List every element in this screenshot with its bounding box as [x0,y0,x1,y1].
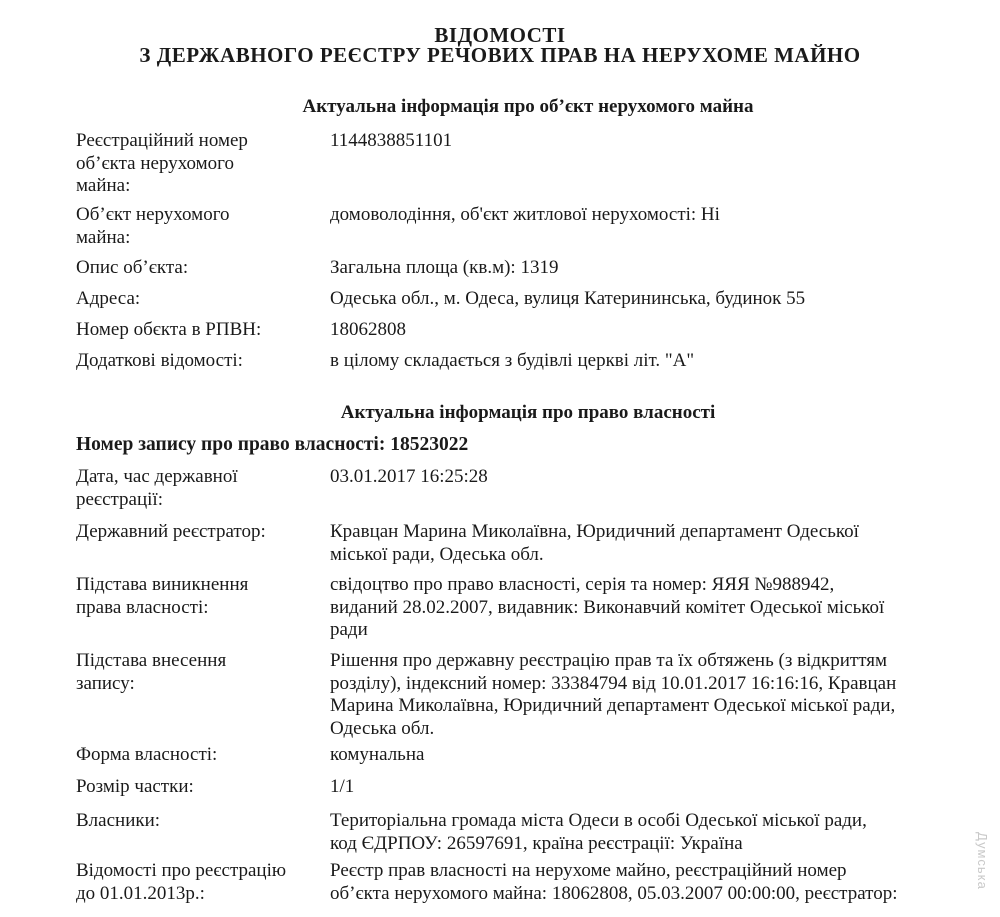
field-label: Адреса: [76,288,141,309]
field-label: Об’єкт нерухомого майна: [76,204,230,248]
document-subtitle: З ДЕРЖАВНОГО РЕЄСТРУ РЕЧОВИХ ПРАВ НА НЕРУХОМЕ МАЙНО [139,43,861,67]
watermark-logo: Думська [975,832,990,890]
field-value: Реєстр прав власності на нерухоме майно, реєстраційний номер об’єкта нерухомого майна: 18062808, 05.03.2007 00:00:00, реєстратор: [330,860,898,904]
field-value: 03.01.2017 16:25:28 [330,466,488,487]
field-label: Форма власності: [76,744,218,765]
ownership-section-heading: Актуальна інформація про право власності [340,402,716,423]
field-value: свідоцтво про право власності, серія та номер: ЯЯЯ №988942, виданий 28.02.2007, видавник: Виконавчий комітет Одеської міської ради [330,574,885,640]
field-label: Додаткові відомості: [76,350,243,371]
field-label: Опис об’єкта: [76,257,189,278]
field-label: Підстава внесення запису: [76,650,227,694]
field-value: 18062808 [330,319,406,340]
field-value: 1144838851101 [330,130,453,151]
field-value: 1/1 [330,776,355,797]
field-value: Територіальна громада міста Одеси в особі Одеської міської ради, код ЄДРПОУ: 26597691, країна реєстрації: Україна [330,810,867,854]
field-label: Відомості про реєстрацію до 01.01.2013р.: [76,860,287,904]
field-value: Одеська обл., м. Одеса, вулиця Катерининська, будинок 55 [330,288,806,309]
field-value: в цілому складається з будівлі церкві літ. "А" [330,350,695,371]
field-label: Дата, час державної реєстрації: [76,466,238,510]
field-value: домоволодіння, об'єкт житлової нерухомості: Ні [330,204,720,225]
field-label: Власники: [76,810,161,831]
field-value: Кравцан Марина Миколаївна, Юридичний департамент Одеської міської ради, Одеська обл. [330,521,859,565]
object-section-heading: Актуальна інформація про об’єкт нерухомого майна [302,96,754,117]
field-label: Державний реєстратор: [76,521,266,542]
document-title: ВІДОМОСТІ [434,23,566,47]
field-label: Реєстраційний номер об’єкта нерухомого майна: [76,130,248,196]
ownership-record-number: Номер запису про право власності: 18523022 [76,434,469,455]
field-value: Рішення про державну реєстрацію прав та їх обтяжень (з відкриттям розділу), індексний номер: 33384794 від 10.01.2017 16:16:16, Кравцан Марина Миколаївна, Юридичний департамент Одеської міської ради, Одеська обл. [330,650,897,739]
field-value: Загальна площа (кв.м): 1319 [330,257,559,278]
field-label: Розмір частки: [76,776,194,797]
field-label: Підстава виникнення права власності: [76,574,249,618]
field-label: Номер обєкта в РПВН: [76,319,262,340]
field-value: комунальна [330,744,425,765]
